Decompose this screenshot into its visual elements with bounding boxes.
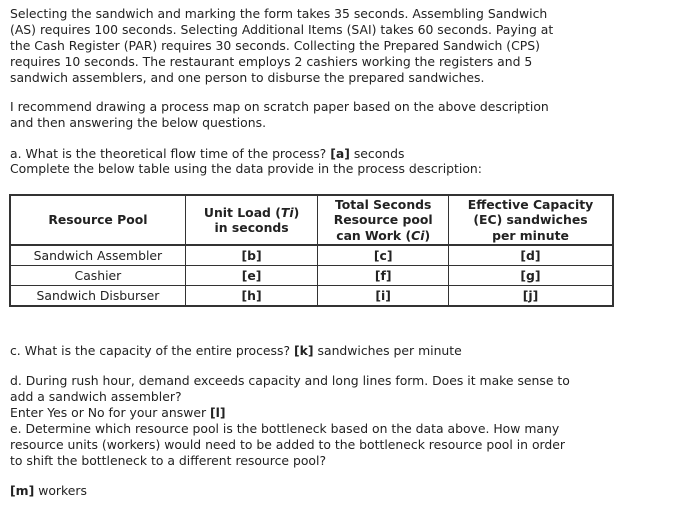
unit-load-cell: [h] — [185, 286, 318, 307]
total-seconds-cell: [f] — [318, 266, 449, 286]
question-d-answer-line — [10, 405, 670, 421]
question-m-answer-line — [10, 483, 670, 499]
question-a-text: a. What is the theoretical flow time of the process? — [10, 146, 331, 161]
question-c-unit: sandwiches per minute — [313, 343, 462, 358]
table-row — [10, 266, 613, 286]
header-resource-pool: Resource Pool — [10, 195, 185, 245]
question-a — [10, 146, 670, 162]
recommendation-paragraph: I recommend drawing a process map on scratch paper based on the above description and then answering the below questions. — [10, 99, 549, 130]
table-header-row — [10, 195, 613, 245]
effective-capacity-cell: [d] — [448, 245, 613, 266]
resource-table — [9, 194, 614, 307]
question-a-unit: seconds — [349, 146, 405, 161]
answer-code-l: [l] — [210, 405, 226, 420]
table-row — [10, 286, 613, 307]
question-d: d. During rush hour, demand exceeds capacity and long lines form. Does it make sense to add a sandwich assembler? — [10, 373, 570, 404]
unit-load-cell: [e] — [185, 266, 318, 286]
effective-capacity-cell: [g] — [448, 266, 613, 286]
effective-capacity-cell: [j] — [448, 286, 613, 307]
intro-paragraph: Selecting the sandwich and marking the form takes 35 seconds. Assembling Sandwich (AS) requires 100 seconds. Selecting Additional Items (SAI) takes 60 seconds. Paying at the Cash Register (PAR) requires 30 seconds. Collecting the Prepared Sandwich (CPS) requires 10 seconds. The restaurant employs 2 cashiers working the registers and 5 sandwich assemblers, and one person to disburse the prepared sandwiches. — [10, 6, 554, 85]
total-seconds-cell: [c] — [318, 245, 449, 266]
row-pool: Sandwich Assembler — [10, 245, 185, 266]
table-row — [10, 245, 613, 266]
question-c-text: c. What is the capacity of the entire process? — [10, 343, 294, 358]
row-pool: Cashier — [10, 266, 185, 286]
table-instructions: Complete the below table using the data provide in the process description: — [10, 161, 482, 176]
question-m-unit: workers — [34, 483, 87, 498]
header-total-seconds: Total Seconds Resource pool can Work (Ci) — [318, 195, 449, 245]
row-pool: Sandwich Disburser — [10, 286, 185, 307]
answer-code-a: [a] — [330, 146, 350, 161]
total-seconds-cell: [i] — [318, 286, 449, 307]
question-e: e. Determine which resource pool is the bottleneck based on the data above. How many resource units (workers) would need to be added to the bottleneck resource pool in order to shift the bottleneck to a different resource pool? — [10, 421, 566, 468]
question-c — [10, 343, 670, 359]
header-effective-capacity: Effective Capacity (EC) sandwiches per minute — [448, 195, 613, 245]
answer-code-k: [k] — [294, 343, 314, 358]
question-d-enter-text: Enter Yes or No for your answer — [10, 405, 211, 420]
answer-code-m: [m] — [10, 483, 35, 498]
unit-load-cell: [b] — [185, 245, 318, 266]
header-unit-load: Unit Load (Ti) in seconds — [185, 195, 318, 245]
